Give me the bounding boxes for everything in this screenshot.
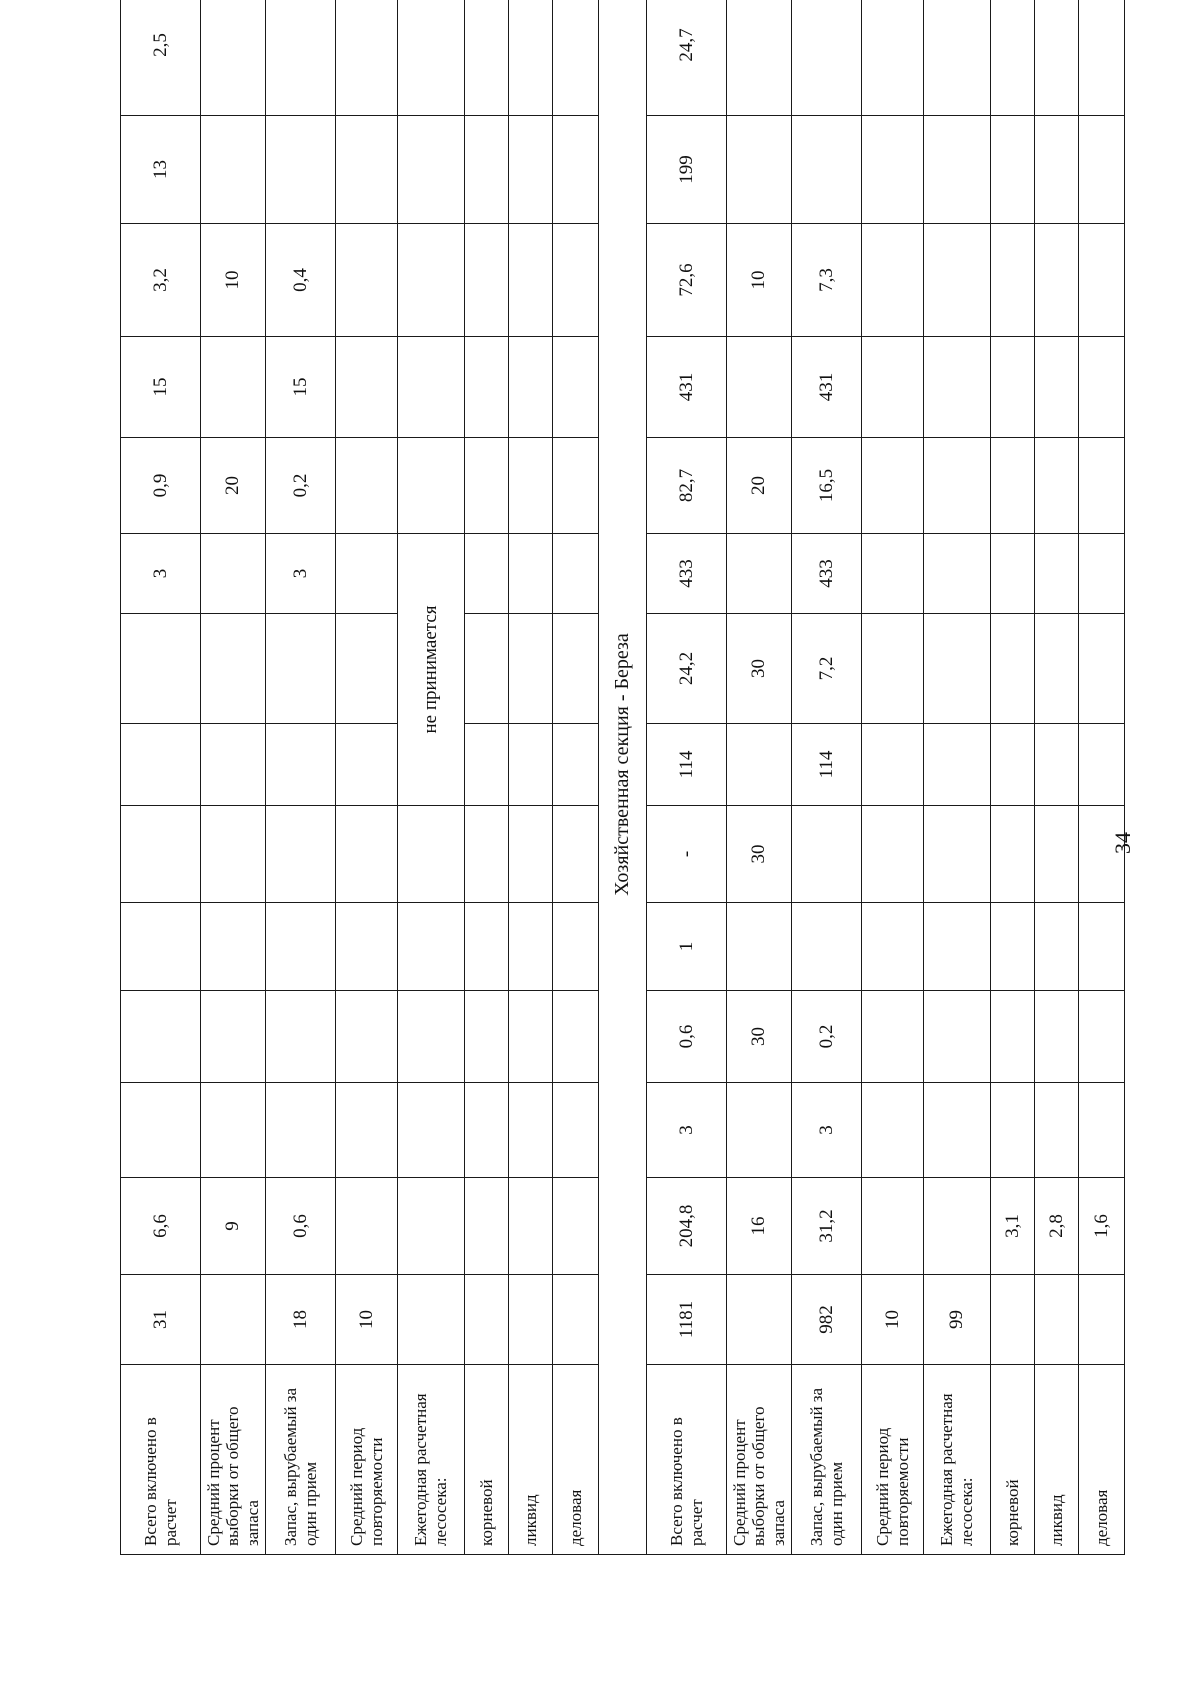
table-cell <box>1035 1275 1079 1365</box>
table-cell <box>553 806 599 903</box>
table-cell <box>336 116 398 224</box>
table-cell <box>991 903 1035 991</box>
table-cell <box>509 903 553 991</box>
rotated-table-container <box>120 28 1112 1555</box>
table-cell <box>465 1275 509 1365</box>
table-cell <box>1035 116 1079 224</box>
forest-data-table <box>120 0 1125 1555</box>
section-title: Хозяйственная секция - Береза <box>599 0 647 1555</box>
row-label: Средний период повторяемости <box>336 1365 398 1555</box>
table-row <box>647 0 727 1555</box>
table-cell <box>991 438 1035 534</box>
table-cell <box>1079 991 1125 1083</box>
table-cell <box>862 614 924 724</box>
table-cell <box>465 1083 509 1178</box>
table-row <box>553 0 599 1555</box>
table-cell <box>201 1275 266 1365</box>
table-cell <box>1079 337 1125 438</box>
table-cell <box>266 0 336 116</box>
row-label: Ежегодная расчетная лесосека: <box>924 1365 991 1555</box>
table-cell <box>1035 1083 1079 1178</box>
table-cell <box>201 724 266 806</box>
table-cell <box>862 1083 924 1178</box>
row-label: Всего включено в расчет <box>121 1365 201 1555</box>
table-cell <box>727 534 792 614</box>
table-cell: 30 <box>727 806 792 903</box>
table-row <box>201 0 266 1555</box>
table-cell <box>862 224 924 337</box>
table-cell <box>862 0 924 116</box>
table-cell <box>465 903 509 991</box>
table-cell: 31,2 <box>792 1178 862 1275</box>
table-cell: 114 <box>647 724 727 806</box>
table-cell <box>465 438 509 534</box>
table-cell: 2,5 <box>121 0 201 116</box>
table-cell <box>1079 438 1125 534</box>
table-cell <box>991 534 1035 614</box>
table-cell <box>201 991 266 1083</box>
table-cell <box>336 337 398 438</box>
table-cell <box>1079 724 1125 806</box>
table-cell: 1 <box>647 903 727 991</box>
table-row <box>121 0 201 1555</box>
table-row <box>336 0 398 1555</box>
table-cell: - <box>647 806 727 903</box>
block2-body <box>647 0 1125 1555</box>
table-cell: 431 <box>792 337 862 438</box>
table-cell <box>792 903 862 991</box>
table-cell <box>1079 614 1125 724</box>
table-cell <box>201 903 266 991</box>
table-cell: 10 <box>727 224 792 337</box>
table-cell: 30 <box>727 991 792 1083</box>
table-cell <box>1035 724 1079 806</box>
table-cell <box>336 614 398 724</box>
table-cell: 114 <box>792 724 862 806</box>
table-cell <box>862 337 924 438</box>
table-cell <box>201 534 266 614</box>
table-cell <box>1079 1083 1125 1178</box>
table-cell <box>553 438 599 534</box>
table-row <box>924 0 991 1555</box>
table-cell <box>924 806 991 903</box>
table-cell <box>991 337 1035 438</box>
table-cell <box>991 806 1035 903</box>
table-cell: 9 <box>201 1178 266 1275</box>
table-cell <box>1079 903 1125 991</box>
row-label: ликвид <box>1035 1365 1079 1555</box>
table-cell <box>266 1083 336 1178</box>
table-cell <box>991 1083 1035 1178</box>
table-cell <box>991 1275 1035 1365</box>
table-cell <box>727 724 792 806</box>
table-cell <box>398 116 465 224</box>
row-label: Всего включено в расчет <box>647 1365 727 1555</box>
table-cell: 18 <box>266 1275 336 1365</box>
table-cell <box>465 724 509 806</box>
table-cell: 15 <box>266 337 336 438</box>
table-row <box>792 0 862 1555</box>
table-cell <box>924 534 991 614</box>
row-label: ликвид <box>509 1365 553 1555</box>
block1-body <box>121 0 599 1555</box>
table-cell <box>924 614 991 724</box>
table-cell <box>991 0 1035 116</box>
table-cell <box>553 724 599 806</box>
table-cell: 16,5 <box>792 438 862 534</box>
table-cell: 82,7 <box>647 438 727 534</box>
table-cell <box>121 806 201 903</box>
table-cell <box>336 1178 398 1275</box>
table-cell: 99 <box>924 1275 991 1365</box>
table-cell: 433 <box>647 534 727 614</box>
table-cell <box>509 0 553 116</box>
table-cell <box>509 337 553 438</box>
table-cell: 199 <box>647 116 727 224</box>
table-cell <box>336 991 398 1083</box>
table-cell <box>336 534 398 614</box>
table-cell <box>553 614 599 724</box>
table-cell <box>553 224 599 337</box>
table-row <box>727 0 792 1555</box>
table-cell <box>398 806 465 903</box>
table-cell <box>924 991 991 1083</box>
page-number: 34 <box>1110 832 1135 854</box>
table-cell <box>398 224 465 337</box>
table-cell: 982 <box>792 1275 862 1365</box>
row-label: Средний процент выборки от общего запаса <box>727 1365 792 1555</box>
table-cell <box>465 614 509 724</box>
table-cell <box>1035 614 1079 724</box>
table-cell: 30 <box>727 614 792 724</box>
table-cell <box>336 724 398 806</box>
table-cell <box>121 1083 201 1178</box>
table-cell: 204,8 <box>647 1178 727 1275</box>
table-cell: 20 <box>201 438 266 534</box>
table-cell <box>1035 438 1079 534</box>
row-label: Средний период повторяемости <box>862 1365 924 1555</box>
table-cell: 31 <box>121 1275 201 1365</box>
table-cell <box>201 1083 266 1178</box>
table-cell <box>201 806 266 903</box>
table-cell <box>1035 337 1079 438</box>
table-row <box>1079 0 1125 1555</box>
table-cell <box>465 224 509 337</box>
table-cell <box>509 438 553 534</box>
table-row <box>862 0 924 1555</box>
table-cell <box>924 438 991 534</box>
table-cell: 7,3 <box>792 224 862 337</box>
row-label: Средний процент выборки от общего запаса <box>201 1365 266 1555</box>
table-cell: 3 <box>647 1083 727 1178</box>
table-cell <box>266 724 336 806</box>
table-cell <box>991 224 1035 337</box>
table-cell <box>727 1275 792 1365</box>
table-cell: 3,2 <box>121 224 201 337</box>
table-cell <box>336 1083 398 1178</box>
table-cell <box>924 0 991 116</box>
table-cell: 431 <box>647 337 727 438</box>
table-cell <box>862 903 924 991</box>
table-cell: 0,4 <box>266 224 336 337</box>
table-cell: 6,6 <box>121 1178 201 1275</box>
table-cell: 0,2 <box>266 438 336 534</box>
table-cell <box>727 1083 792 1178</box>
table-cell <box>862 438 924 534</box>
table-cell <box>792 806 862 903</box>
table-cell <box>991 116 1035 224</box>
table-cell <box>1079 1275 1125 1365</box>
table-cell: 24,2 <box>647 614 727 724</box>
table-cell <box>465 1178 509 1275</box>
table-cell <box>924 1178 991 1275</box>
table-cell <box>1035 806 1079 903</box>
row-label: деловая <box>1079 1365 1125 1555</box>
table-cell <box>1079 0 1125 116</box>
table-cell: 24,7 <box>647 0 727 116</box>
table-cell <box>1035 224 1079 337</box>
table-cell <box>266 806 336 903</box>
table-cell <box>266 116 336 224</box>
table-cell <box>862 991 924 1083</box>
table-cell <box>509 1083 553 1178</box>
table-cell <box>398 438 465 534</box>
table-cell <box>1079 224 1125 337</box>
table-cell <box>398 1083 465 1178</box>
table-cell <box>398 337 465 438</box>
table-cell <box>336 0 398 116</box>
table-cell <box>398 991 465 1083</box>
table-cell <box>862 806 924 903</box>
row-label: деловая <box>553 1365 599 1555</box>
table-cell: 0,2 <box>792 991 862 1083</box>
table-cell <box>991 991 1035 1083</box>
table-cell: 3 <box>792 1083 862 1178</box>
table-cell <box>121 614 201 724</box>
table-cell <box>509 806 553 903</box>
table-cell <box>201 0 266 116</box>
table-cell: 3 <box>121 534 201 614</box>
table-cell <box>398 1275 465 1365</box>
table-cell <box>924 903 991 991</box>
table-cell: 2,8 <box>1035 1178 1079 1275</box>
table-cell <box>509 614 553 724</box>
table-cell <box>509 991 553 1083</box>
table-cell <box>924 1083 991 1178</box>
table-cell <box>465 337 509 438</box>
table-cell <box>1079 806 1125 903</box>
table-cell: 16 <box>727 1178 792 1275</box>
table-cell <box>792 0 862 116</box>
table-cell <box>465 116 509 224</box>
section-header-body <box>599 0 647 1555</box>
table-cell <box>727 116 792 224</box>
table-cell: 0,9 <box>121 438 201 534</box>
table-cell <box>509 224 553 337</box>
table-row <box>1035 0 1079 1555</box>
table-cell: 72,6 <box>647 224 727 337</box>
table-cell <box>991 614 1035 724</box>
table-cell <box>792 116 862 224</box>
table-cell <box>121 724 201 806</box>
row-label: Запас, вырубаемый за один прием <box>792 1365 862 1555</box>
table-cell <box>924 116 991 224</box>
table-cell <box>1079 116 1125 224</box>
table-cell <box>862 724 924 806</box>
row-label: корневой <box>465 1365 509 1555</box>
table-cell <box>121 903 201 991</box>
table-cell <box>336 903 398 991</box>
table-cell <box>509 534 553 614</box>
table-row <box>266 0 336 1555</box>
table-cell <box>862 1178 924 1275</box>
table-cell: 7,2 <box>792 614 862 724</box>
table-cell <box>465 0 509 116</box>
table-cell <box>1079 534 1125 614</box>
row-label: Запас, вырубаемый за один прием <box>266 1365 336 1555</box>
table-cell <box>924 337 991 438</box>
table-cell <box>727 337 792 438</box>
table-cell <box>553 116 599 224</box>
row-label: корневой <box>991 1365 1035 1555</box>
table-cell <box>398 1178 465 1275</box>
table-cell <box>336 438 398 534</box>
table-cell: 3 <box>266 534 336 614</box>
table-cell <box>465 991 509 1083</box>
table-cell <box>553 534 599 614</box>
table-row <box>465 0 509 1555</box>
table-cell: 13 <box>121 116 201 224</box>
table-cell <box>1035 534 1079 614</box>
table-cell <box>553 1275 599 1365</box>
table-cell <box>1035 991 1079 1083</box>
table-cell <box>266 614 336 724</box>
table-cell: 1,6 <box>1079 1178 1125 1275</box>
table-cell <box>509 1178 553 1275</box>
table-cell <box>553 991 599 1083</box>
table-cell <box>553 1178 599 1275</box>
table-cell <box>465 806 509 903</box>
row-label: Ежегодная расчетная лесосека: <box>398 1365 465 1555</box>
table-cell <box>727 903 792 991</box>
section-header-row <box>599 0 647 1555</box>
table-cell: 10 <box>336 1275 398 1365</box>
table-cell <box>398 0 465 116</box>
table-cell <box>1035 0 1079 116</box>
table-cell <box>1035 903 1079 991</box>
table-cell <box>266 991 336 1083</box>
table-cell: 3,1 <box>991 1178 1035 1275</box>
table-cell <box>121 991 201 1083</box>
table-cell: 0,6 <box>266 1178 336 1275</box>
table-row <box>509 0 553 1555</box>
table-cell <box>553 0 599 116</box>
table-cell <box>201 337 266 438</box>
table-cell: 10 <box>862 1275 924 1365</box>
table-cell <box>266 903 336 991</box>
table-cell: 20 <box>727 438 792 534</box>
table-cell <box>862 116 924 224</box>
table-cell: 15 <box>121 337 201 438</box>
table-cell <box>201 614 266 724</box>
table-cell <box>553 1083 599 1178</box>
merged-note-cell: не принимается <box>398 534 465 806</box>
table-cell: 433 <box>792 534 862 614</box>
table-cell <box>201 116 266 224</box>
table-cell <box>553 337 599 438</box>
table-cell <box>336 224 398 337</box>
table-cell <box>336 806 398 903</box>
table-cell <box>509 724 553 806</box>
table-cell <box>553 903 599 991</box>
table-cell <box>862 534 924 614</box>
table-cell <box>509 1275 553 1365</box>
table-cell <box>924 224 991 337</box>
table-cell <box>727 0 792 116</box>
table-cell <box>398 903 465 991</box>
table-cell: 1181 <box>647 1275 727 1365</box>
table-cell <box>509 116 553 224</box>
table-cell: 0,6 <box>647 991 727 1083</box>
table-cell <box>924 724 991 806</box>
table-cell: 10 <box>201 224 266 337</box>
table-row <box>398 0 465 1555</box>
table-cell <box>991 724 1035 806</box>
table-cell <box>465 534 509 614</box>
table-row <box>991 0 1035 1555</box>
